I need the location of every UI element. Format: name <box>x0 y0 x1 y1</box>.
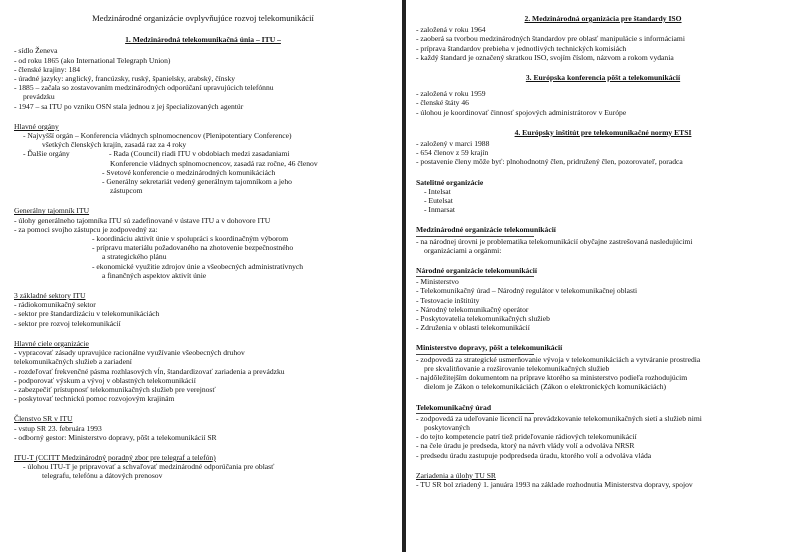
text-line: poskytovaných <box>424 422 470 432</box>
text-line: telekomunikačných služieb a zariadení <box>14 357 132 367</box>
text-line: - na národnej úrovni je problematika telekomunikácií obyčajne zastrešovaná nasledujúcimi <box>416 236 693 246</box>
text-line: - úlohou ITU-T je pripravovať a schvaľovať medzinárodné odporúčania pre oblasť <box>23 462 275 472</box>
text-line: telegrafu, telefónu a dátových prenosov <box>42 471 163 481</box>
text-line: - sektor pre rozvoj telekomunikácií <box>14 318 121 328</box>
text-line: prevádzku <box>23 92 55 102</box>
section-heading: Hlavné ciele organizácie <box>14 338 89 348</box>
section-intl <box>416 225 790 255</box>
text-line: - Eutelsat <box>424 196 453 206</box>
text-line: - vstup SR 23. februára 1993 <box>14 423 102 433</box>
section-organs <box>14 122 392 196</box>
text-line: - 654 členov z 59 krajín <box>416 148 489 158</box>
section-ministry <box>416 343 790 391</box>
text-line: - príprava štandardov prebieha v jednotlivých technických komisiách <box>416 43 627 53</box>
text-line: - predsedu úradu zastupuje podpredseda úradu, ktorého volí a odvoláva vláda <box>416 450 652 460</box>
text-line: - založený v marci 1988 <box>416 139 490 149</box>
text-line: - založená v roku 1964 <box>416 25 486 35</box>
text-line: - Národný telekomunikačný operátor <box>416 304 529 314</box>
text-line: - členské krajiny: 184 <box>14 64 81 74</box>
text-line: - do tejto kompetencie patrí tiež prideľovanie rádiových telekomunikácií <box>416 432 637 442</box>
text-line: dielom je Zákon o telekomunikáciách (Zákon o elektronických komunikáciách) <box>424 382 667 392</box>
text-line: - od roku 1865 (ako International Telegraph Union) <box>14 55 171 65</box>
section-sectors <box>14 291 392 328</box>
text-line: - 1947 – sa ITU po vzniku OSN stala jednou z jej špecializovaných agentúr <box>14 101 244 111</box>
text-line: - Inmarsat <box>424 205 455 215</box>
section-etsi <box>416 128 790 167</box>
section-cept <box>416 73 790 117</box>
text-line: - Testovacie inštitúty <box>416 295 480 305</box>
text-line: - zodpovedá za udeľovanie licencií na prevádzkovanie telekomunikačných sietí a služieb nimi <box>416 413 702 423</box>
text-line: - podporovať výskum a vývoj v oblastných telekomunikácií <box>14 375 196 385</box>
text-line: - založená v roku 1959 <box>416 89 486 99</box>
text-line: - Ministerstvo <box>416 277 459 287</box>
text-line: - zodpovedá za strategické usmerňovanie vývoja v telekomunikáciách a vytváranie prostredia <box>416 354 701 364</box>
section-heading: Telekomunikačný úrad <box>416 402 492 412</box>
section-heading: Zariadenia a úlohy TU SR <box>416 470 496 480</box>
section-secretary <box>14 206 392 280</box>
text-line: zástupcom <box>110 186 143 196</box>
section-heading: 3 základné sektory ITU <box>14 291 86 301</box>
text-line: všetkých členských krajín, zasadá raz za 4 roky <box>42 140 187 150</box>
text-line: - sektor pre štandardizáciu v telekomunikáciách <box>14 309 160 319</box>
text-line: - Združenia v oblasti telekomunikácií <box>416 323 530 333</box>
section-heading: Hlavné orgány <box>14 121 59 131</box>
text-line: - členské štáty 46 <box>416 98 469 108</box>
right-page <box>406 0 800 552</box>
text-line: - poskytovať technickú pomoc rozvojovým krajinám <box>14 394 175 404</box>
text-line: - každý štandard je označený skratkou ISO, svojím číslom, názvom a rokom vydania <box>416 52 674 62</box>
section-heading: 3. Európska konferencia pôšt a telekomunikácií <box>525 73 681 83</box>
text-line: - rozdeľovať frekvenčné pásma rozhlasových vĺn, štandardizovať zariadenia a prevádzku <box>14 366 285 376</box>
text-line: pre skvalitňovanie a rozširovanie telekomunikačných služieb <box>424 363 610 373</box>
text-line: - odborný gestor: Ministerstvo dopravy, pôšt a telekomunikácií SR <box>14 432 217 442</box>
section-heading: Ministerstvo dopravy, pôšt a telekomunikácií <box>416 343 563 353</box>
document-title: Medzinárodné organizácie ovplyvňujúce rozvoj telekomunikácií <box>92 13 314 23</box>
section-national <box>416 266 790 332</box>
text-line <box>14 149 392 158</box>
text-line: - Telekomunikačný úrad – Národný regulátor v telekomunikačnej oblasti <box>416 286 638 296</box>
section-heading: 1. Medzinárodná telekomunikačná únia – ITU – <box>125 35 281 45</box>
text-line: - Generálny sekretariát vedený generálnym tajomníkom a jeho <box>102 177 292 187</box>
text-line: - úradné jazyky: anglický, francúzsky, ruský, španielsky, arabský, čínsky <box>14 74 236 84</box>
text-line: a finančných aspektov aktivít únie <box>102 270 207 280</box>
text-line: - Intelsat <box>424 186 451 196</box>
text-fragment: - Ďalšie orgány <box>23 149 70 159</box>
text-line: - najdôležitejším dokumentom na príprave ktorého sa ministerstvo podieľa rozhodujúcim <box>416 373 688 383</box>
section-heading: Generálny tajomník ITU <box>14 206 90 216</box>
section-heading: 4. Európsky inštitút pre telekomunikačné normy ETSI <box>514 127 692 137</box>
text-line: - prípravu materiálu požadovaného na zhotovenie bezpečnostného <box>92 243 294 253</box>
section-satellite <box>416 178 790 215</box>
text-line: - ekonomické využitie zdrojov únie a všeobecných administratívnych <box>92 261 304 271</box>
section-heading: ITU-T (CCITT Medzinárodný poradný zbor pre telegraf a telefón) <box>14 452 216 462</box>
text-line: organizáciami a orgánmi: <box>424 245 502 255</box>
text-line: Konferencie vládnych splnomocnencov, zasadá raz ročne, 46 členov <box>110 158 318 168</box>
text-line: - zabezpečiť prístupnosť telekomunikačných služieb pre verejnosť <box>14 384 216 394</box>
text-line: - koordináciu aktivít únie v spolupráci s koordinačným výborom <box>92 234 289 244</box>
section-goals <box>14 339 392 403</box>
text-line: - na čele úradu je predseda, ktorý na návrh vlády volí a odvoláva NRSR <box>416 441 635 451</box>
text-line: - sídlo Ženeva <box>14 46 58 56</box>
section-itu <box>14 35 392 111</box>
text-line: - postavenie členy môže byť: plnohodnotný člen, pridružený člen, pozorovateľ, poradca <box>416 157 683 167</box>
text-line: - úlohou je koordinovať činnosť spojových administrátorov v Európe <box>416 107 627 117</box>
section-heading: Satelitné organizácie <box>416 177 484 187</box>
text-line: a strategického plánu <box>102 252 167 262</box>
section-heading: Medzinárodné organizácie telekomunikácií <box>416 225 556 235</box>
text-line: - za pomoci svojho zástupcu je zodpovedný za: <box>14 224 158 234</box>
text-line: - Najvyšší orgán – Konferencia vládnych splnomocnencov (Plenipotentiary Conference) <box>23 131 292 141</box>
text-fragment: - Rada (Council) riadi ITU v obdobiach medzi zasadaniami <box>109 149 290 159</box>
text-line: - Svetové konferencie o medzinárodných komunikáciách <box>102 167 276 177</box>
text-line: - zaoberá sa tvorbou medzinárodných štandardov pre oblasť manipulácie s informáciami <box>416 34 685 44</box>
text-line: - rádiokomunikačný sektor <box>14 300 96 310</box>
section-ccitt <box>14 453 392 481</box>
text-line: - Poskytovatelia telekomunikačných služieb <box>416 314 550 324</box>
section-iso <box>416 14 790 62</box>
text-line: - 1885 – začala so zostavovaním medzinárodných odporúčaní upravujúcich telefónnu <box>14 83 274 93</box>
section-heading: 2. Medzinárodná organizácia pre štandardy ISO <box>524 14 682 23</box>
section-membership <box>14 414 392 442</box>
section-tusr <box>416 471 790 489</box>
text-line: - úlohy generálneho tajomníka ITU sú zadefinované v ústave ITU a v dohovore ITU <box>14 215 271 225</box>
text-line: - TU SR bol zriadený 1. januára 1993 na základe rozhodnutia Ministerstva dopravy, spojov <box>416 479 693 489</box>
text-line: - vypracovať zásady upravujúce racionálne využívanie všeobecných druhov <box>14 348 245 358</box>
section-heading: Národné organizácie telekomunikácií <box>416 266 537 276</box>
section-office <box>416 403 790 460</box>
section-heading: Členstvo SR v ITU <box>14 414 73 424</box>
